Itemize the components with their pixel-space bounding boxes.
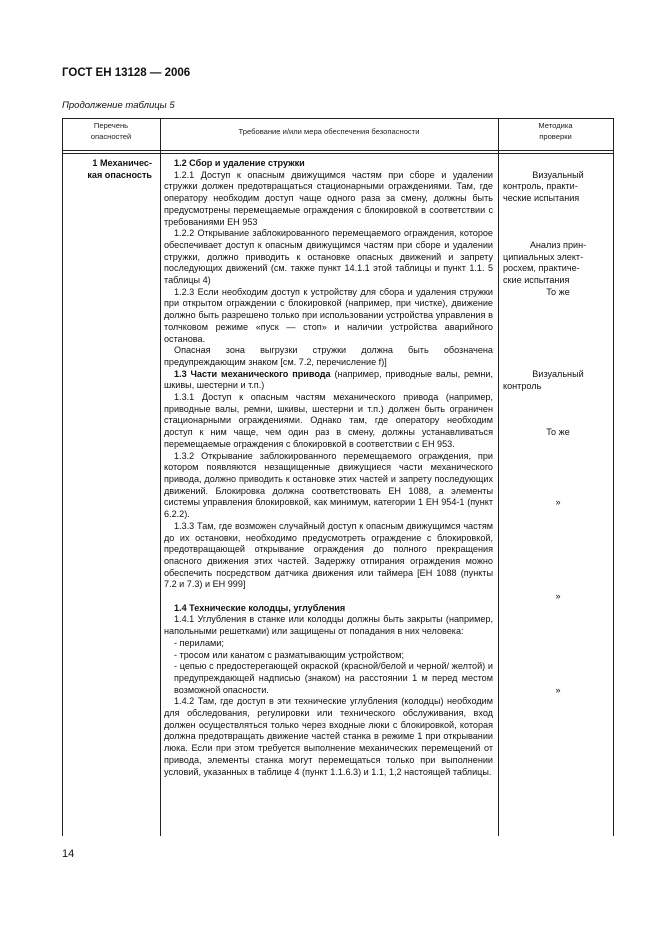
method-visual: Визуальный контроль	[503, 368, 584, 391]
method-ditto: »	[555, 684, 561, 695]
hazard-cell: 1 Механичес- кая опасность	[87, 158, 152, 180]
method-visual-practical: Визуальный контроль, практи- ческие испытания	[503, 169, 584, 204]
paragraph: 1.3.1 Доступ к опасным частям механического привода (например, приводные валы, ремни, шкивы, шестерни и т.п.) должен быть ограничен стационарными ограждениями. Однако там, где оператору необходим доступ к ним чаще, чем один раз в смену, должны устанавливаться перемещаемые ограждения с блокировкой в соответствии с ЕН 953.	[164, 392, 493, 449]
method-same: То же	[546, 427, 570, 438]
section-heading-mixed: 1.3 Части механического привода (например, приводные валы, ремни, шкивы, шестерни и т.п.)	[164, 368, 493, 391]
method-schematic-analysis: Анализ прин- ципиальных элект- росхем, практиче- ские испытания	[503, 239, 587, 285]
method-same: То же	[546, 286, 570, 297]
safety-requirements-table	[62, 118, 614, 836]
list-item: - цепью с предостерегающей окраской (красной/белой и черной/ желтой) и предупреждающей надписью (знаком) на расстоянии 1 м перед местом возможной опасности.	[174, 661, 493, 695]
method-cell	[503, 158, 613, 697]
paragraph: 1.3.2 Открывание заблокированного перемещаемого ограждения, при котором появляются незащищенные движущиеся части механического привода, должно приводить к остановке этих частей и запрету последующих движений. Блокировка должна соответствовать ЕН 1088, а элементы системы управления блокировкой, как минимум, категории 1 ЕН 954-1 (пункт 6.2.2).	[164, 450, 493, 520]
paragraph: 1.3.3 Там, где возможен случайный доступ к опасным движущимся частям до их остановки, необходимо предусмотреть ограждение с блокировкой, предотвращающей открывание ограждения до полного прекращения опасного движения этих частей. Задержку отпирания ограждения можно обеспечить посредством датчика движения или таймера [ЕН 1088 (пункты 7.2 и 7.3) и ЕН 999]	[164, 520, 493, 590]
document-header: ГОСТ ЕН 13128 — 2006	[62, 67, 191, 79]
requirements-cell	[164, 158, 493, 778]
method-ditto: »	[555, 591, 561, 602]
paragraph: 1.2.1 Доступ к опасным движущимся частям при сборе и удалении стружки должен предотвращаться стационарными ограждениями. Там, где оператору необходим доступ чаще одного раза за смену, должны быть предусмотрены перемещаемые ограждения с блокировкой в соответствии с требованиями ЕН 953	[164, 169, 493, 227]
table-continuation-caption: Продолжение таблицы 5	[62, 100, 175, 111]
paragraph: 1.4.2 Там, где доступ в эти технические углубления (колодцы) необходим для обследования, регулировки или технического обслуживания, вход должен осуществляться только через входные люки с блокировкой, которая должна предотвращать движение частей станка в режиме 1 при открывании люка. Если при этом требуется выполнение механических перемещений от привода, элементы станка могут перемещаться только при выполнении условий, указанных в таблице 4 (пункт 1.1.6.3) и 1.1, 1,2 настоящей таблицы.	[164, 696, 493, 777]
section-heading: 1.4 Технические колодцы, углубления	[174, 602, 346, 613]
paragraph: 1.2.2 Открывание заблокированного перемещаемого ограждения, которое обеспечивает доступ к опасным движущимся частям при сборе и удалении стружки, должно приводить к остановке опасных движений и запрету последующих движений (см. также пункт 14.1.1 этой таблицы и пункт 1.1. 5 таблицы 4)	[164, 228, 493, 286]
paragraph: 1.4.1 Углубления в станке или колодцы должны быть закрыты (например, напольными решетками) или защищены от попадания в них человека:	[164, 614, 493, 637]
method-ditto: »	[555, 497, 561, 508]
column-header-method: Методика проверки	[538, 121, 573, 141]
page-number: 14	[62, 848, 75, 860]
section-heading: 1.2 Сбор и удаление стружки	[174, 158, 305, 168]
paragraph: 1.2.3 Если необходим доступ к устройству для сбора и удаления стружки при открытом ограждении с блокировкой (например, при чистке), движение должно быть разрешено только при использовании устройства управления в толчковом режиме «пуск — стоп» и наличии устройства аварийного останова.	[164, 286, 493, 344]
paragraph: Опасная зона выгрузки стружки должна быть обозначена предупреждающим знаком [см. 7.2, перечисление f)]	[164, 345, 493, 367]
list-item: - тросом или канатом с разматывающим устройством;	[174, 649, 404, 660]
column-header-requirements: Требование и/или мера обеспечения безопасности	[238, 127, 420, 136]
list-item: - перилами;	[174, 637, 224, 648]
column-header-hazards: Перечень опасностей	[90, 121, 132, 141]
